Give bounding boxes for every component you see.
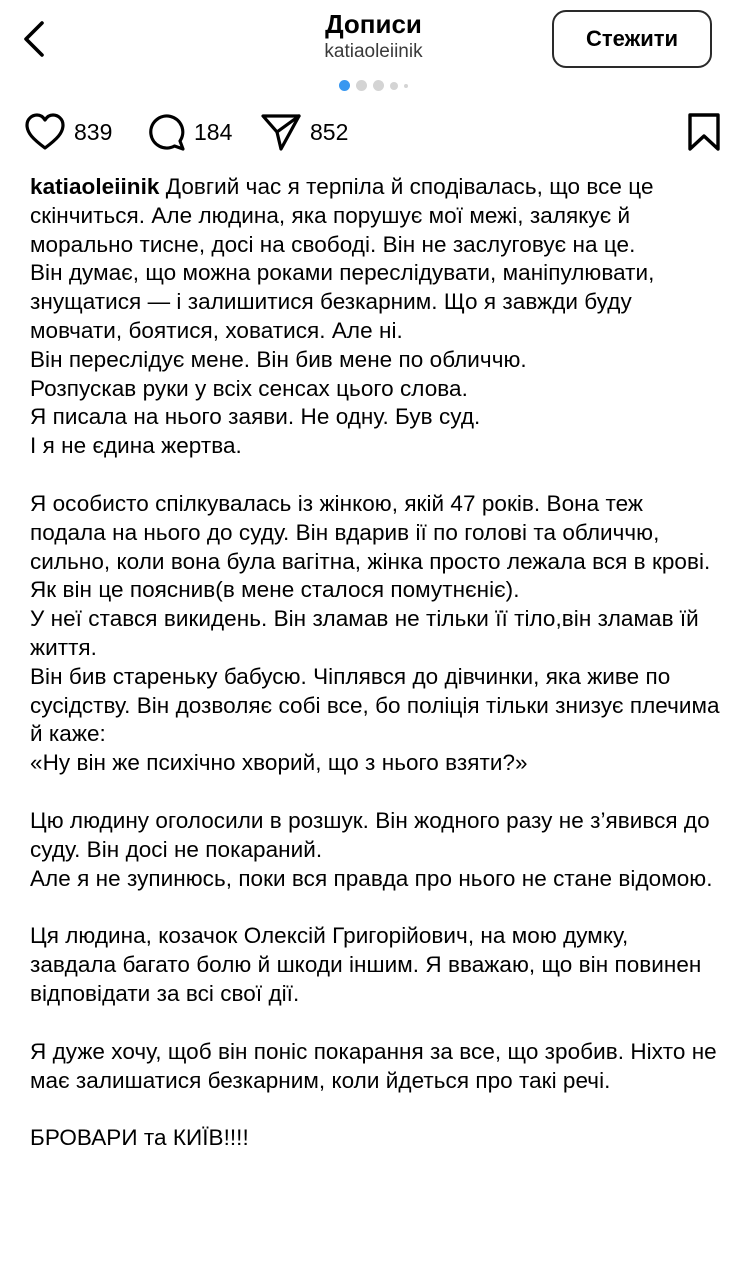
follow-button[interactable]: Стежити [552, 10, 712, 68]
carousel-dot [356, 80, 367, 91]
comment-action[interactable] [146, 108, 232, 156]
paragraph-gap [30, 461, 720, 490]
save-button[interactable] [687, 112, 721, 157]
paragraph-gap [30, 893, 720, 922]
caption-paragraph [30, 173, 720, 259]
carousel-dot [404, 84, 408, 88]
caption-paragraph: БРОВАРИ та КИЇВ!!!! [30, 1125, 249, 1151]
caption-paragraph: «Ну він же психічно хворий, що з нього взяти?» [30, 750, 528, 776]
carousel-dot [339, 80, 350, 91]
paragraph-gap [30, 1009, 720, 1038]
bookmark-icon[interactable] [687, 112, 721, 152]
caption-paragraph: У неї стався викидень. Він зламав не тільки її тіло,він зламав їй життя. [30, 606, 699, 660]
share-action[interactable] [260, 108, 348, 156]
caption-paragraph: І я не єдина жертва. [30, 433, 242, 459]
page-subtitle-username[interactable]: katiaoleiinik [324, 41, 423, 62]
post-actions-bar [0, 108, 747, 156]
shares-count[interactable]: 852 [310, 118, 349, 145]
caption-paragraph: Але я не зупинюсь, поки вся правда про нього не стане відомою. [30, 865, 713, 891]
caption-paragraph: Цю людину оголосили в розшук. Він жодного разу не з’явився до суду. Він досі не покараний. [30, 807, 710, 862]
top-header [0, 0, 747, 78]
caption-paragraph: Він бив стареньку бабусю. Чіплявся до дівчинки, яка живе по сусідству. Він дозволяє собі все, бо поліція тільки знизує плечима й каже: [30, 663, 720, 747]
share-icon[interactable] [260, 112, 302, 152]
caption-paragraph: Розпускав руки у всіх сенсах цього слова. [30, 375, 468, 401]
page-title: Дописи [325, 9, 422, 39]
like-action[interactable] [24, 108, 112, 156]
paragraph-gap [30, 778, 720, 807]
comments-count[interactable]: 184 [194, 118, 233, 145]
heart-icon[interactable] [24, 113, 66, 151]
paragraph-gap [30, 1095, 720, 1124]
caption-paragraph: Він переслідує мене. Він бив мене по обличчю. [30, 346, 527, 372]
caption-paragraph: Я писала на нього заяви. Не одну. Був суд. [30, 404, 481, 430]
comment-icon[interactable] [146, 112, 186, 152]
carousel-indicator [0, 80, 747, 91]
carousel-dot [390, 82, 398, 90]
carousel-dot [373, 80, 384, 91]
caption-paragraph: Він думає, що можна роками переслідувати, маніпулювати, знущатися — і залишитися безкарним. Що я завжди буду мовчати, боятися, ховатися. Але ні. [30, 260, 655, 343]
likes-count[interactable]: 839 [74, 118, 113, 145]
caption-paragraph: Я дуже хочу, щоб він поніс покарання за все, що зробив. Ніхто не має залишатися безкарним, коли йдеться про такі речі. [30, 1038, 717, 1093]
post-caption [30, 173, 720, 1153]
caption-paragraph: Я особисто спілкувалась із жінкою, якій 47 років. Вона теж подала на нього до суду. Він вдарив ії по голові та обличчю, сильно, коли вона була вагітна, жінка просто лежала вся в крові. Як він це пояснив(в мене сталося помутнєніє). [30, 490, 711, 603]
caption-paragraph: Ця людина, козачок Олексій Григорійович, на мою думку, завдала багато болю й шкоди іншим. Я вважаю, що він повинен відповідати за всі свої дії. [30, 923, 702, 1006]
caption-username[interactable]: katiaoleiinik [30, 174, 160, 199]
caption-text: Довгий час я терпіла й сподівалась, що все це скінчиться. Але людина, яка порушує мої межі, залякує й морально тисне, досі на свободі. Він не заслуговує на це. [30, 174, 654, 257]
